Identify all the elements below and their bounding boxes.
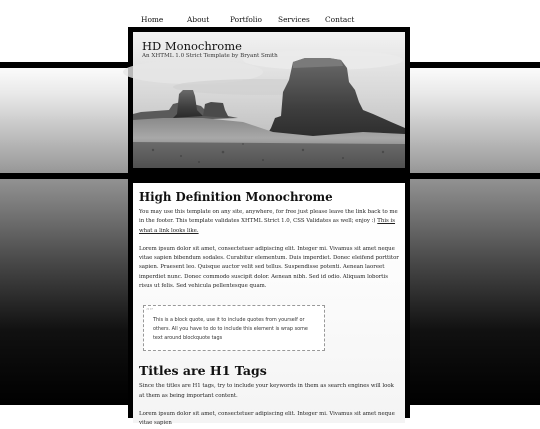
lorem-paragraph-2: Lorem ipsum dolor sit amet, consectetuer adipiscing elit. Integer mi. Vivamus sit amet neque vitae sapien	[139, 410, 395, 427]
main-nav	[141, 14, 411, 28]
content-area	[133, 183, 405, 427]
nav-services[interactable]: Services	[278, 15, 310, 24]
h1-heading: Titles are H1 Tags	[139, 363, 267, 379]
intro-text: You may use this template on any site, anywhere, for free just please leave the link back to me in the footer. This template validates XHTML Strict 1.0, CSS Validates as well; enjoy :)	[139, 209, 398, 225]
nav-contact[interactable]: Contact	[325, 15, 355, 24]
nav-portfolio[interactable]: Portfolio	[230, 15, 262, 24]
content-frame	[128, 178, 410, 427]
content-heading: High Definition Monochrome	[139, 190, 333, 204]
blockquote-text: This is a block quote, use it to include quotes from yourself or others. All you have to do to include this element is wrap some text around blockquote tags	[153, 317, 308, 342]
intro-paragraph	[139, 208, 399, 236]
header-image	[133, 32, 405, 168]
h1-paragraph: Since the titles are H1 tags, try to include your keywords in them as search engines will look at them as being important content.	[139, 383, 394, 399]
site-title: HD Monochrome	[142, 39, 242, 53]
nav-home[interactable]: Home	[141, 15, 164, 24]
site-subtitle: An XHTML 1.0 Strict Template by Bryant Smith	[142, 53, 278, 59]
sample-link[interactable]: This is what a link looks like.	[139, 218, 396, 234]
header-frame	[128, 27, 410, 173]
nav-about[interactable]: About	[187, 15, 210, 24]
blockquote	[143, 305, 325, 351]
lorem-paragraph-1: Lorem ipsum dolor sit amet, consectetuer adipiscing elit. Integer mi. Vivamus sit amet neque vitae sapien bibendum sodales. Curabitur elementum. Duis imperdiet. Donec eleifend porttitor sapien. Praesent leo. Quisque auctor velit sed tellus. Suspendisse potenti. Aenean laoreet imperdiet nunc. Donec commodo suscipit dolor. Aenean nibh. Sed id odio. Aliquam lobortis risus ut felis. Sed vehicula pellentesque quam.	[139, 245, 399, 290]
quote-icon: “”	[146, 307, 154, 316]
